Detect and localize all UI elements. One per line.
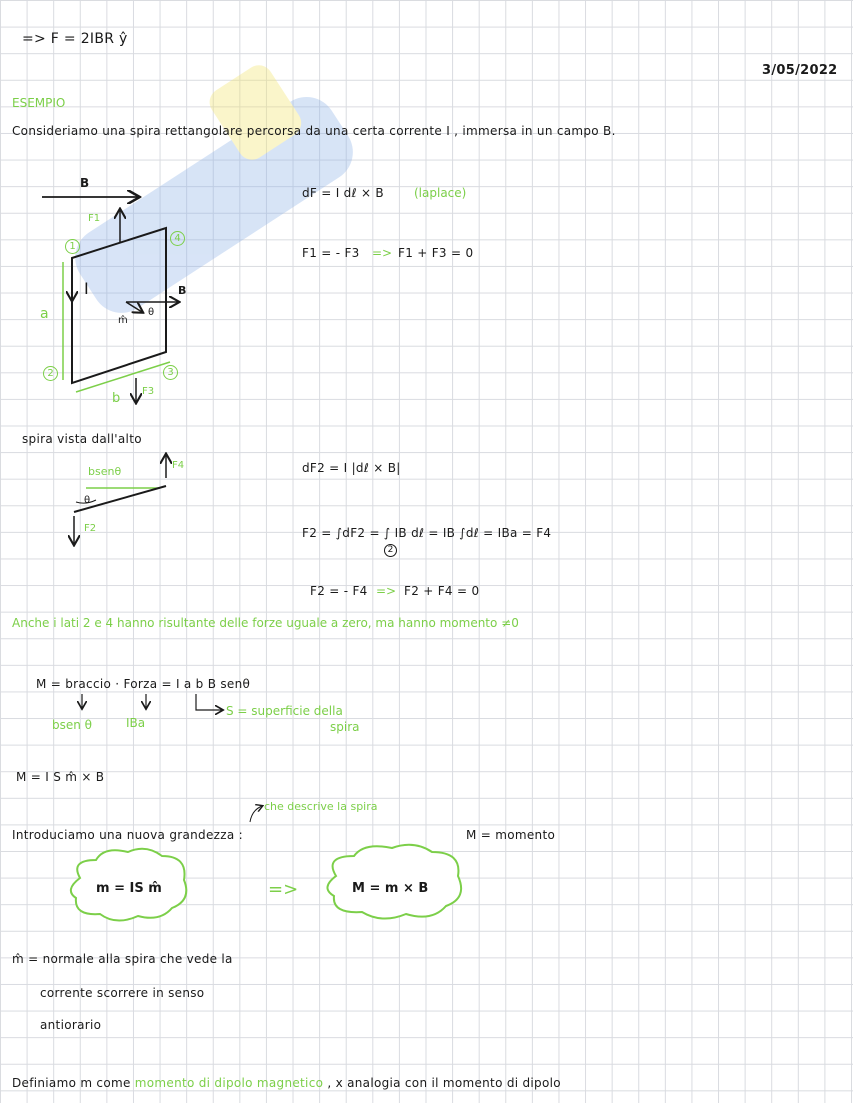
bsen-label: bsenθ (88, 465, 122, 478)
normal-line3: antiorario (40, 1018, 102, 1032)
f1-label: F1 (88, 213, 101, 224)
eq-df2: dF2 = I |dℓ × B| (302, 461, 401, 475)
corner-2: 2 (43, 366, 58, 381)
date: 3/05/2022 (762, 63, 838, 78)
i-label: I (84, 279, 89, 298)
f3-label: F3 (142, 386, 155, 397)
annotation-note: che descrive la spira (264, 800, 378, 813)
eq-f2-f4: F2 = - F4 (310, 584, 368, 598)
cloud1-formula: m = IS m̂ (96, 881, 162, 896)
m-arrow (126, 302, 142, 312)
eq-f2-f4-arrow: => (376, 584, 397, 598)
eq-f2-f4-sum: F2 + F4 = 0 (404, 584, 480, 598)
top-view-caption: spira vista dall'alto (22, 432, 142, 446)
corner-4: 4 (170, 231, 185, 246)
moment-s-note2: spira (330, 720, 360, 734)
normal-line2: corrente scorrere in senso (40, 986, 205, 1000)
b-dim-label: b (112, 391, 121, 406)
top-formula: => F = 2IBR ŷ (22, 31, 128, 47)
eq-f1-arrow: => (372, 246, 393, 260)
intro-quantity-text: Introduciamo una nuova grandezza : (12, 828, 243, 842)
eq-df-note: (laplace) (414, 186, 467, 200)
definition-suffix: , x analogia con il momento di dipolo (327, 1076, 561, 1090)
m-definition: M = momento (466, 828, 556, 842)
cloud2-formula: M = m × B (352, 881, 429, 896)
moment-main: M = braccio · Forza = I a b B senθ (36, 677, 251, 691)
corner-1: 1 (65, 239, 80, 254)
m-label: m̂ (118, 315, 128, 326)
b-small-label: B (178, 284, 187, 297)
green-statement: Anche i lati 2 e 4 hanno risultante delle forze uguale a zero, ma hanno momento ≠0 (12, 616, 519, 630)
eq-f2-sub: 2 (384, 544, 397, 557)
moment-s-note: S = superficie della (226, 704, 343, 718)
eq-f1-sum: F1 + F3 = 0 (398, 246, 474, 260)
theta-2: θ (84, 495, 91, 506)
moment-vector: M = I S m̂ × B (16, 770, 105, 784)
cloud-arrow: => (268, 879, 299, 900)
normal-line1: m̂ = normale alla spira che vede la (12, 952, 233, 966)
definition-line (12, 1076, 561, 1090)
section-title: ESEMPIO (12, 96, 66, 110)
eq-df: dF = I dℓ × B (302, 186, 384, 200)
moment-bsen: bsen θ (52, 718, 93, 732)
eq-f1: F1 = - F3 (302, 246, 360, 260)
f2-label: F2 (84, 523, 97, 534)
a-label: a (40, 306, 49, 322)
definition-green: momento di dipolo magnetico (134, 1076, 324, 1090)
b-label: B (80, 176, 90, 190)
corner-3: 3 (163, 365, 178, 380)
f4-label: F4 (172, 460, 185, 471)
moment-iba: IBa (126, 716, 146, 730)
annot-arrow (250, 806, 262, 822)
definition-prefix: Definiamo m come (12, 1076, 131, 1090)
arrow-s (196, 694, 222, 710)
intro-text: Consideriamo una spira rettangolare percorsa da una certa corrente I , immersa in un campo B. (12, 124, 616, 138)
eq-f2: F2 = ∫dF2 = ∫ IB dℓ = IB ∫dℓ = IBa = F4 (302, 526, 552, 540)
theta-1: θ (148, 307, 155, 318)
